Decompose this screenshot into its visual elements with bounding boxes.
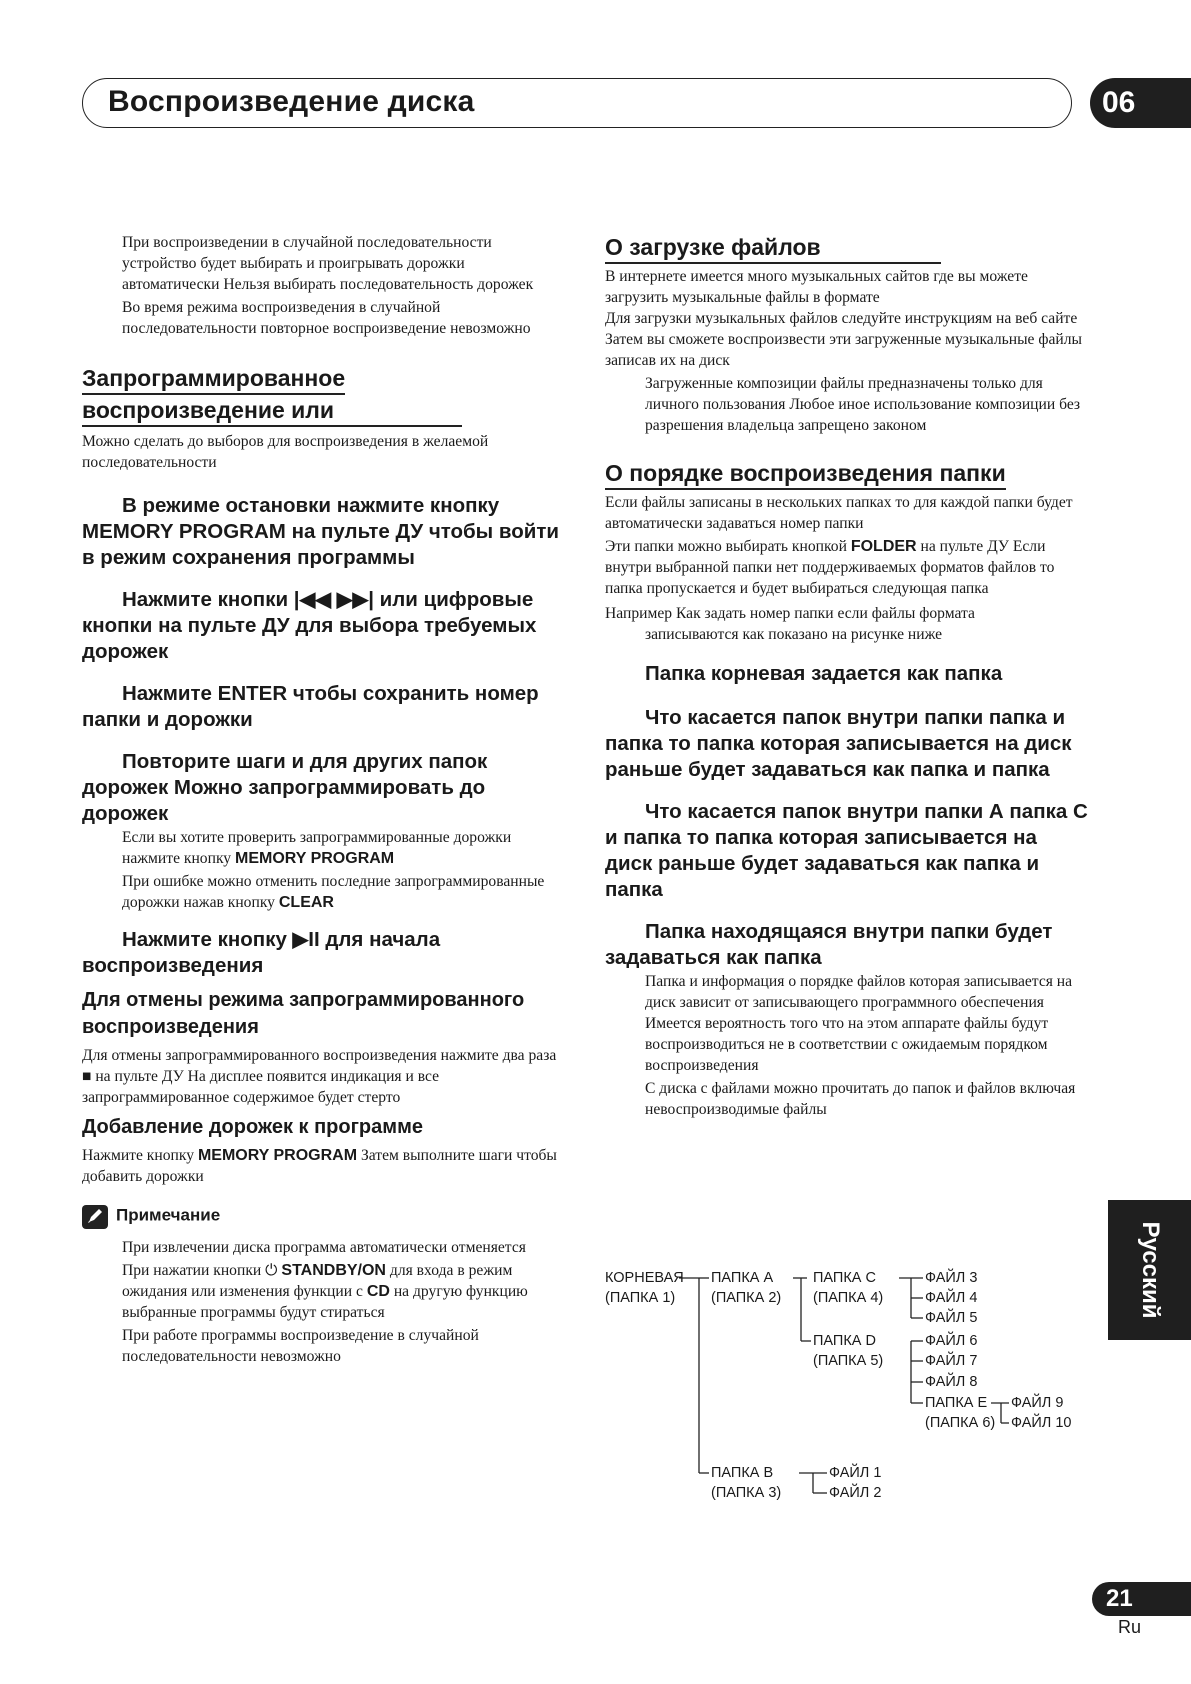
tree-folder-e-sub: (ПАПКА 6) <box>925 1415 996 1431</box>
folder-p1: Если файлы записаны в нескольких папках то для каждой папки будет автоматически задаваться номер папки <box>605 494 1073 532</box>
folder-tree-diagram <box>605 1268 1105 1508</box>
step-3: Нажмите ENTER чтобы сохранить номер папки и дорожки <box>82 682 539 731</box>
cancel-text: Для отмены запрограммированного воспроизведения нажмите два раза ■ на пульте ДУ На дисплее появится индикация и все запрограммированное содержимое будет стерто <box>82 1047 557 1106</box>
chapter-tab: 06 <box>1090 78 1191 128</box>
add-heading: Добавление дорожек к программе <box>82 1116 423 1138</box>
program-intro: Можно сделать до выборов для воспроизведения в желаемой последовательности <box>82 433 489 471</box>
tree-file-1: ФАЙЛ 1 <box>829 1465 882 1481</box>
program-heading <box>82 363 562 427</box>
bullet-4: Папка находящаяся внутри папки будет задаваться как папка <box>605 920 1053 969</box>
note-2: При нажатии кнопки ⏻ STANDBY/ON для входа в режим ожидания или изменения функции с CD на другую функцию выбранные программы будут стираться <box>122 1262 528 1321</box>
tree-file-7: ФАЙЛ 7 <box>925 1353 978 1369</box>
tree-folder-c: ПАПКА C <box>813 1270 876 1286</box>
pencil-note-icon <box>82 1205 108 1229</box>
tree-folder-e: ПАПКА E <box>925 1395 988 1411</box>
example-line: Например Как задать номер папки если файлы формата <box>605 605 975 622</box>
tree-file-4: ФАЙЛ 4 <box>925 1290 978 1306</box>
tree-file-2: ФАЙЛ 2 <box>829 1485 882 1501</box>
bullet-3: Что касается папок внутри папки А папка С и папка то папка которая записывается на диск раньше будет задаваться как папка и папка <box>605 800 1088 901</box>
download-p1: В интернете имеется много музыкальных сайтов где вы можете загрузить музыкальные файлы в формате <box>605 268 1028 306</box>
bullet-4-note-1: Папка и информация о порядке файлов которая записывается на диск зависит от записывающего программного обеспечения Имеется вероятность того что на этом аппарате файлы будут воспроизводиться не в соответствии с ожидаемым порядком воспроизведения <box>645 973 1073 1074</box>
step-5: Нажмите кнопку ▶II для начала воспроизведения <box>82 928 441 977</box>
note-3: При работе программы воспроизведение в случайной последовательности невозможно <box>122 1327 479 1365</box>
tree-folder-d: ПАПКА D <box>813 1333 876 1349</box>
bullet-1: Папка корневая задается как папка <box>645 662 1003 685</box>
program-heading-line-2: воспроизведение или <box>82 395 462 427</box>
step-2: Нажмите кнопки |◀◀ ▶▶| или цифровые кнопки на пульте ДУ для выбора требуемых дорожек <box>82 588 537 663</box>
tree-file-8: ФАЙЛ 8 <box>925 1374 978 1390</box>
left-column <box>82 232 562 1367</box>
download-p2: Для загрузки музыкальных файлов следуйте инструкциям на веб сайте Затем вы сможете воспроизвести эти загруженные музыкальные файлы записав их на диск <box>605 310 1083 369</box>
tree-root-sub: (ПАПКА 1) <box>605 1290 676 1306</box>
download-heading: О загрузке файлов <box>605 232 1088 264</box>
shuffle-note-1: При воспроизведении в случайной последовательности устройство будет выбирать и проигрывать дорожки автоматически Нельзя выбирать последовательность дорожек <box>122 234 534 293</box>
shuffle-note-2: Во время режима воспроизведения в случайной последовательности повторное воспроизведение невозможно <box>122 299 531 337</box>
bullet-4-note-2: С диска с файлами можно прочитать до папок и файлов включая невоспроизводимые файлы <box>645 1080 1076 1118</box>
folder-p2: Эти папки можно выбирать кнопкой FOLDER на пульте ДУ Если внутри выбранной папки нет поддерживаемых форматов файлов то папка пропускается и будет выбираться следующая папка <box>605 538 1055 597</box>
right-column <box>605 232 1088 1120</box>
tree-folder-a-sub: (ПАПКА 2) <box>711 1290 782 1306</box>
folder-heading: О порядке воспроизведения папки <box>605 458 1088 490</box>
tree-file-3: ФАЙЛ 3 <box>925 1270 978 1286</box>
tree-folder-b: ПАПКА B <box>711 1465 774 1481</box>
page-title: Воспроизведение диска <box>108 85 475 118</box>
step-1: В режиме остановки нажмите кнопку MEMORY PROGRAM на пульте ДУ чтобы войти в режим сохранения программы <box>82 494 559 569</box>
page-number: 21 <box>1092 1582 1191 1616</box>
cancel-heading: Для отмены режима запрограммированного воспроизведения <box>82 989 525 1038</box>
tree-folder-a: ПАПКА A <box>711 1270 774 1286</box>
tree-folder-b-sub: (ПАПКА 3) <box>711 1485 782 1501</box>
add-text: Нажмите кнопку MEMORY PROGRAM Затем выполните шаги чтобы добавить дорожки <box>82 1147 557 1185</box>
note-1: При извлечении диска программа автоматически отменяется <box>122 1239 526 1256</box>
tree-file-9: ФАЙЛ 9 <box>1011 1395 1064 1411</box>
tree-file-10: ФАЙЛ 10 <box>1011 1415 1072 1431</box>
language-side-tab: Русский <box>1108 1200 1191 1340</box>
note-header: Примечание <box>82 1205 562 1229</box>
download-note: Загруженные композиции файлы предназначены только для личного пользования Любое иное использование композиции без разрешения владельца запрещено законом <box>645 375 1081 434</box>
example-line-2: записываются как показано на рисунке ниже <box>645 626 943 643</box>
bullet-2: Что касается папок внутри папки папка и папка то папка которая записывается на диск раньше будет задаваться как папка и папка <box>605 706 1072 781</box>
step-4-note-2: При ошибке можно отменить последние запрограммированные дорожки нажав кнопку CLEAR <box>122 873 545 911</box>
program-heading-line-1: Запрограммированное <box>82 363 345 395</box>
tree-file-5: ФАЙЛ 5 <box>925 1310 978 1326</box>
tree-file-6: ФАЙЛ 6 <box>925 1333 978 1349</box>
tree-folder-c-sub: (ПАПКА 4) <box>813 1290 884 1306</box>
tree-folder-d-sub: (ПАПКА 5) <box>813 1353 884 1369</box>
step-4-note-1: Если вы хотите проверить запрограммированные дорожки нажмите кнопку MEMORY PROGRAM <box>122 829 512 867</box>
tree-root: КОРНЕВАЯ <box>605 1270 684 1286</box>
page-language: Ru <box>1118 1617 1142 1637</box>
step-4: Повторите шаги и для других папок дорожек Можно запрограммировать до дорожек <box>82 750 488 825</box>
